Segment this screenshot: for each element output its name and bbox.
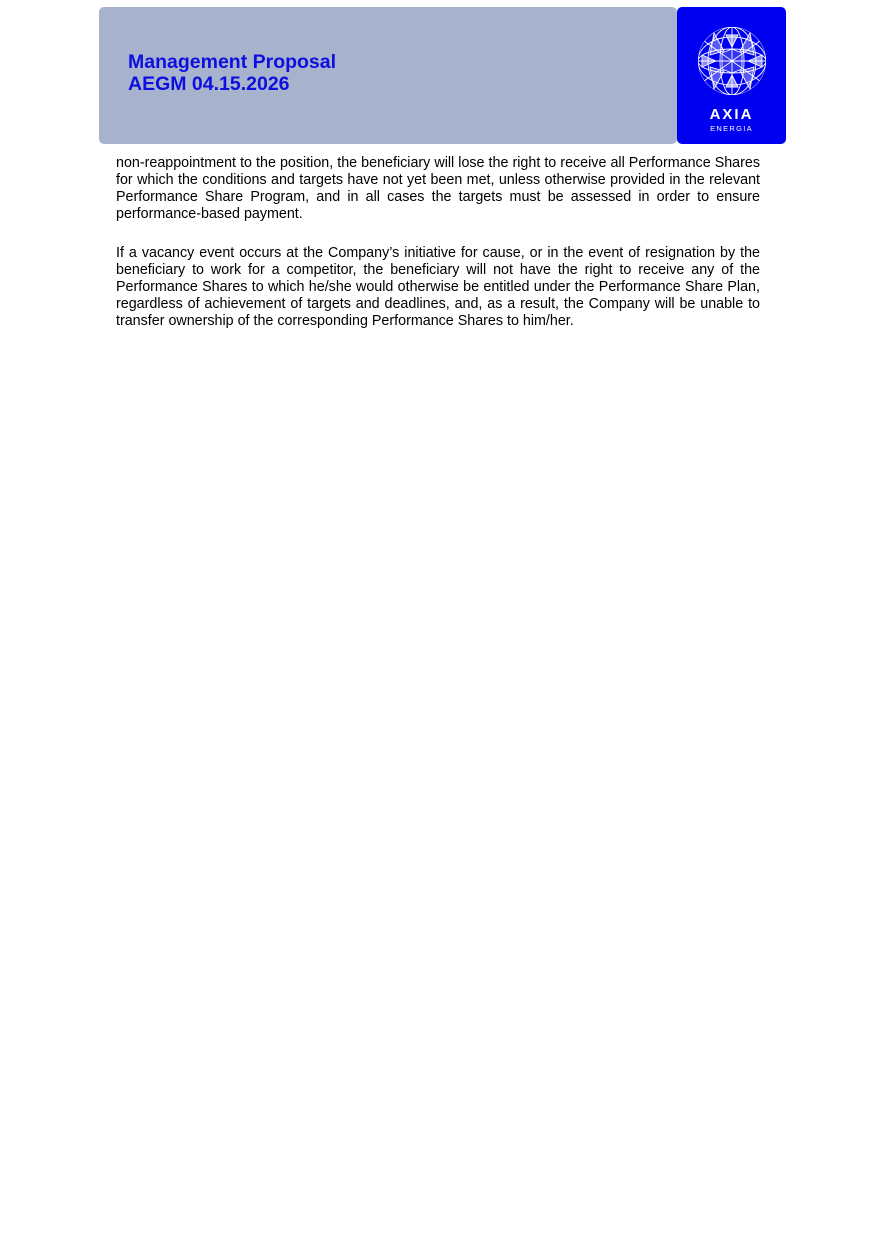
body-paragraph-1: non-reappointment to the position, the beneficiary will lose the right to receive all Performance Shares for which the conditions and targets have not yet been met, unless otherwise provided in the relevant Performance Share Program, and in all cases the targets must be assessed in order to ensure performance-based payment. bbox=[116, 155, 760, 222]
title-line-2: AEGM 04.15.2026 bbox=[128, 73, 290, 95]
header-banner bbox=[99, 7, 677, 144]
page-title bbox=[128, 51, 336, 95]
body-paragraph-2: If a vacancy event occurs at the Company’s initiative for cause, or in the event of resignation by the beneficiary to work for a competitor, the beneficiary will not have the right to receive any of the Performance Shares to which he/she would otherwise be entitled under the Performance Share Plan, regardless of achievement of targets and deadlines, and, as a result, the Company will be unable to transfer ownership of the corresponding Performance Shares to him/her. bbox=[116, 245, 760, 329]
logo-subtitle: ENERGIA bbox=[710, 124, 753, 133]
logo-name: AXIA bbox=[709, 106, 754, 123]
title-line-1: Management Proposal bbox=[128, 51, 337, 73]
globe-icon bbox=[696, 25, 768, 97]
company-logo bbox=[677, 7, 786, 144]
